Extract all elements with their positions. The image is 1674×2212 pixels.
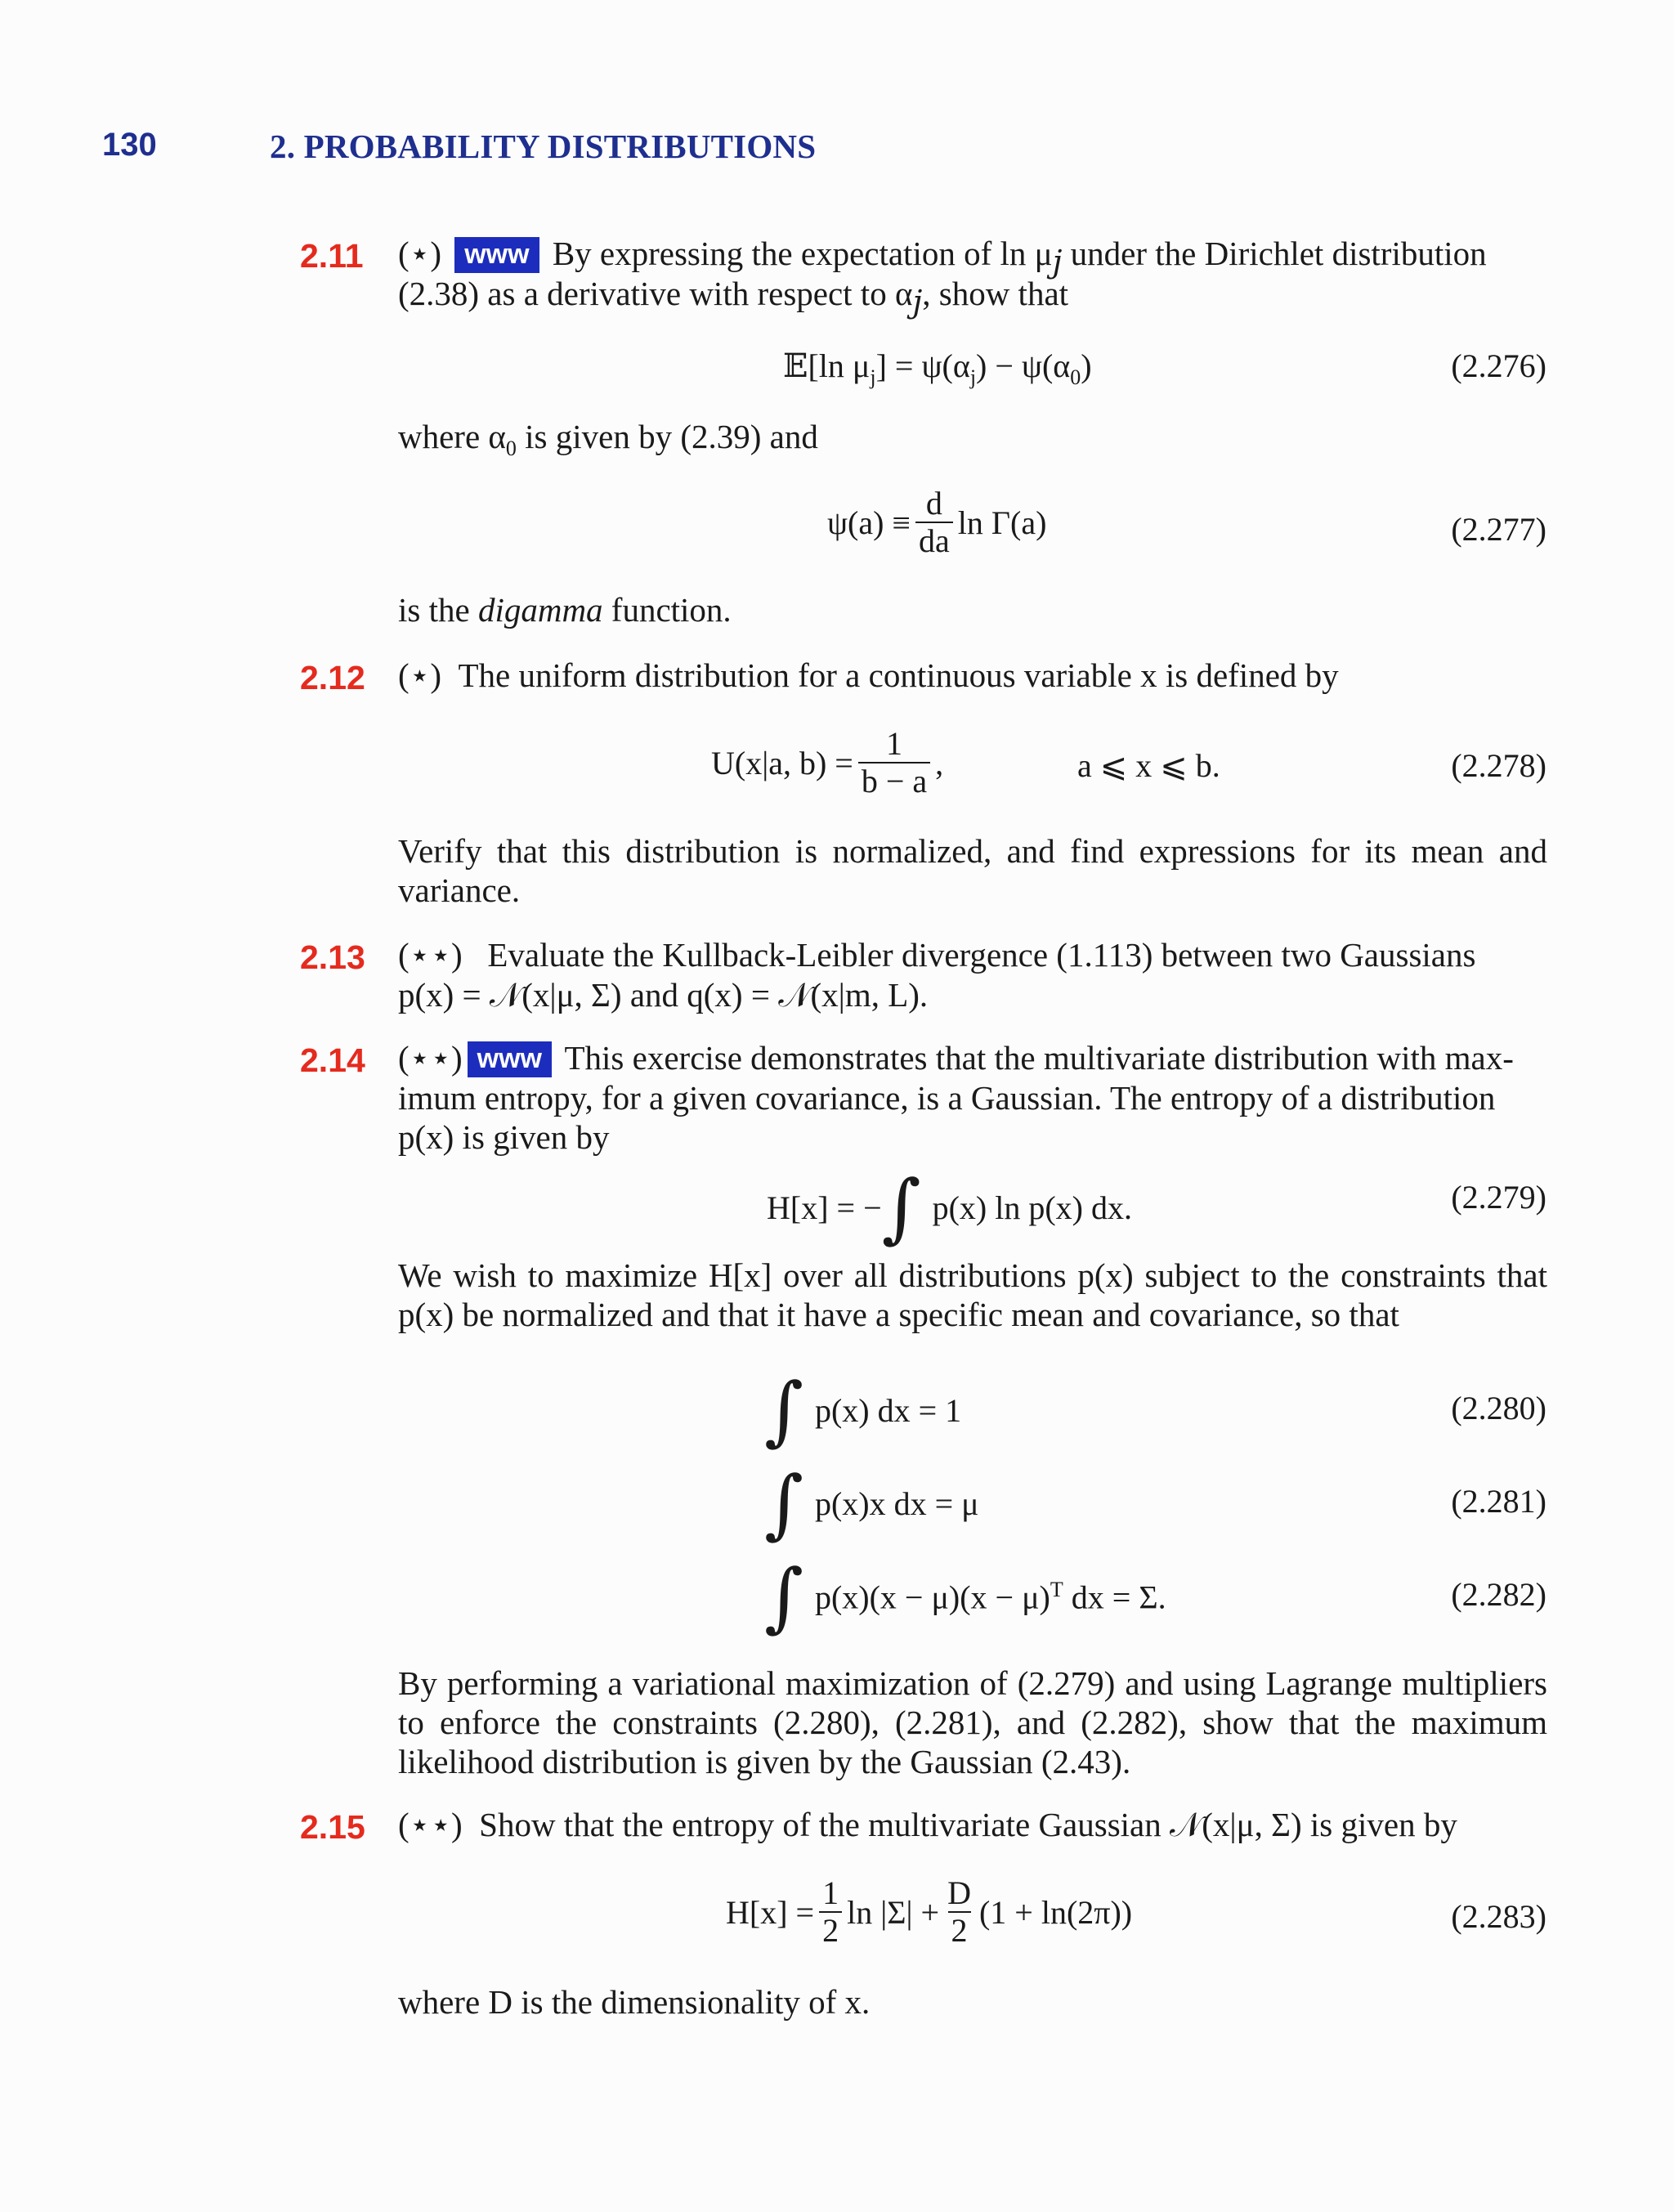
fraction-denominator: 2: [948, 1911, 971, 1949]
equation-label-2-278: (2.278): [1451, 747, 1546, 784]
difficulty-stars: (⋆⋆): [398, 1039, 463, 1077]
eq-body: [815, 1578, 1166, 1616]
integral-sign: ∫: [764, 1367, 803, 1454]
equation-label-2-282: (2.282): [1451, 1576, 1546, 1613]
eq-rhs: p(x) ln p(x) dx.: [932, 1189, 1132, 1226]
www-badge: www: [468, 1041, 552, 1077]
exercise-2-14-line-3: p(x) is given by: [398, 1118, 610, 1156]
text: The uniform distribution for a continuous variable x is defined by: [458, 656, 1339, 694]
equation-2-278-condition: a ⩽ x ⩽ b.: [1077, 747, 1220, 784]
eq-lhs: ψ(a) ≡: [827, 504, 911, 541]
equation-label-2-281: (2.281): [1451, 1483, 1546, 1520]
equation-label-2-277: (2.277): [1451, 511, 1546, 548]
equation-2-281: [764, 1460, 979, 1547]
equation-2-276: [783, 347, 1092, 390]
eq-part: 𝔼[ln μ: [783, 347, 871, 384]
fraction-denominator: b − a: [858, 762, 930, 799]
eq-sub: j: [969, 365, 977, 389]
equation-label-2-276: (2.276): [1451, 347, 1546, 384]
integral-sign: ∫: [881, 1164, 921, 1252]
eq-mid: ln |Σ| +: [847, 1893, 940, 1931]
fraction-numerator: d: [925, 485, 942, 522]
text: This exercise demonstrates that the multivariate distribution with max-: [564, 1039, 1514, 1077]
eq-lhs: H[x] =: [726, 1893, 815, 1931]
equation-label-2-280: (2.280): [1451, 1390, 1546, 1426]
chapter-title: 2. PROBABILITY DISTRIBUTIONS: [270, 128, 817, 165]
eq-part: p(x)(x − μ)(x − μ): [814, 1578, 1050, 1616]
exercise-2-14-line-2: imum entropy, for a given covariance, is a Gaussian. The entropy of a distribution: [398, 1079, 1496, 1117]
equation-label-2-279: (2.279): [1451, 1179, 1546, 1216]
fraction-one-half: [819, 1875, 842, 1949]
equation-2-279: [767, 1164, 1132, 1252]
emphasis: digamma: [477, 591, 603, 629]
text: , show that: [922, 275, 1069, 312]
eq-sub: 0: [1070, 365, 1081, 389]
difficulty-stars: (⋆⋆): [398, 936, 463, 974]
eq-tail: (1 + ln(2π)): [978, 1893, 1133, 1931]
integral-sign: ∫: [764, 1553, 803, 1641]
exercise-2-15-line-1: [398, 1805, 1457, 1844]
exercise-number-2-15: 2.15: [300, 1808, 365, 1846]
text: By expressing the expectation of ln μ: [552, 235, 1053, 272]
superscript: T: [1050, 1577, 1063, 1601]
fraction-d-half: [944, 1875, 974, 1949]
subscript: j: [912, 284, 923, 320]
fraction-numerator: D: [947, 1874, 971, 1911]
difficulty-stars: (⋆): [398, 656, 441, 694]
equation-2-282: [764, 1553, 1166, 1641]
fraction-uniform: [858, 726, 930, 799]
text: Evaluate the Kullback-Leibler divergence (1.113) between two Gaussians: [487, 936, 1476, 974]
eq-lhs: H[x] = −: [767, 1189, 882, 1226]
where-alpha0-text: [398, 417, 818, 468]
exercise-2-14-line-1: [398, 1038, 1514, 1077]
eq-part: ] = ψ(α: [875, 347, 970, 384]
exercise-number-2-12: 2.12: [300, 659, 365, 696]
fraction-denominator: da: [915, 522, 953, 559]
subscript: j: [1052, 244, 1063, 280]
digamma-text: [398, 590, 732, 629]
exercise-number-2-13: 2.13: [300, 938, 365, 976]
fraction-denominator: 2: [819, 1911, 842, 1949]
exercise-2-14-text-1: We wish to maximize H[x] over all distributions p(x) subject to the constraints that p(x) be normalized and that it have a specific mean and covariance, so that: [398, 1256, 1547, 1333]
fraction-numerator: 1: [822, 1874, 839, 1911]
fraction-numerator: 1: [886, 725, 903, 762]
www-badge: www: [454, 237, 539, 273]
fraction-d-da: [915, 486, 953, 559]
text: under the Dirichlet distribution: [1062, 235, 1487, 272]
text: is given by (2.39) and: [516, 418, 818, 455]
difficulty-stars: (⋆): [398, 235, 441, 272]
eq-rhs: ln Γ(a): [957, 504, 1047, 541]
exercise-2-13-line-2: p(x) = 𝒩(x|μ, Σ) and q(x) = 𝒩(x|m, L).: [398, 976, 929, 1014]
text: (2.38) as a derivative with respect to α: [398, 275, 913, 312]
equation-label-2-283: (2.283): [1451, 1898, 1546, 1935]
page-number: 130: [102, 127, 157, 163]
exercise-number-2-14: 2.14: [300, 1041, 365, 1079]
eq-lhs: U(x|a, b) =: [711, 744, 853, 781]
exercise-2-12-line-1: [398, 656, 1339, 695]
equation-2-277: [827, 486, 1046, 559]
eq-comma: ,: [935, 744, 944, 781]
eq-sub: j: [870, 365, 876, 389]
exercise-number-2-11: 2.11: [300, 237, 364, 275]
eq-body: p(x) dx = 1: [814, 1392, 962, 1429]
text: where α: [398, 418, 506, 455]
equation-2-278: [711, 726, 943, 799]
eq-part: dx = Σ.: [1063, 1578, 1166, 1616]
exercise-2-14-text-2: By performing a variational maximization of (2.279) and using Lagrange multipliers to enforce the constraints (2.280), (2.281), and (2.282), show that the maximum likelihood distribution is given by the Gaussian (2.43).: [398, 1664, 1547, 1780]
text: is the: [398, 591, 478, 629]
equation-2-280: [764, 1367, 961, 1454]
text: Show that the entropy of the multivariate Gaussian 𝒩(x|μ, Σ) is given by: [479, 1806, 1457, 1843]
exercise-2-15-where: where D is the dimensionality of x.: [398, 1983, 871, 2021]
eq-part: ) − ψ(α: [976, 347, 1071, 384]
exercise-2-11-line-2: [398, 274, 1547, 321]
exercise-2-12-text: Verify that this distribution is normalized, and find expressions for its mean and variance.: [398, 832, 1547, 909]
text: function.: [602, 591, 732, 629]
eq-part: ): [1081, 347, 1092, 384]
exercise-2-13-line-1: [398, 935, 1475, 974]
integral-sign: ∫: [764, 1460, 803, 1547]
equation-2-283: [726, 1875, 1132, 1949]
eq-body: p(x)x dx = μ: [814, 1485, 979, 1522]
difficulty-stars: (⋆⋆): [398, 1806, 463, 1843]
subscript: 0: [505, 437, 517, 461]
